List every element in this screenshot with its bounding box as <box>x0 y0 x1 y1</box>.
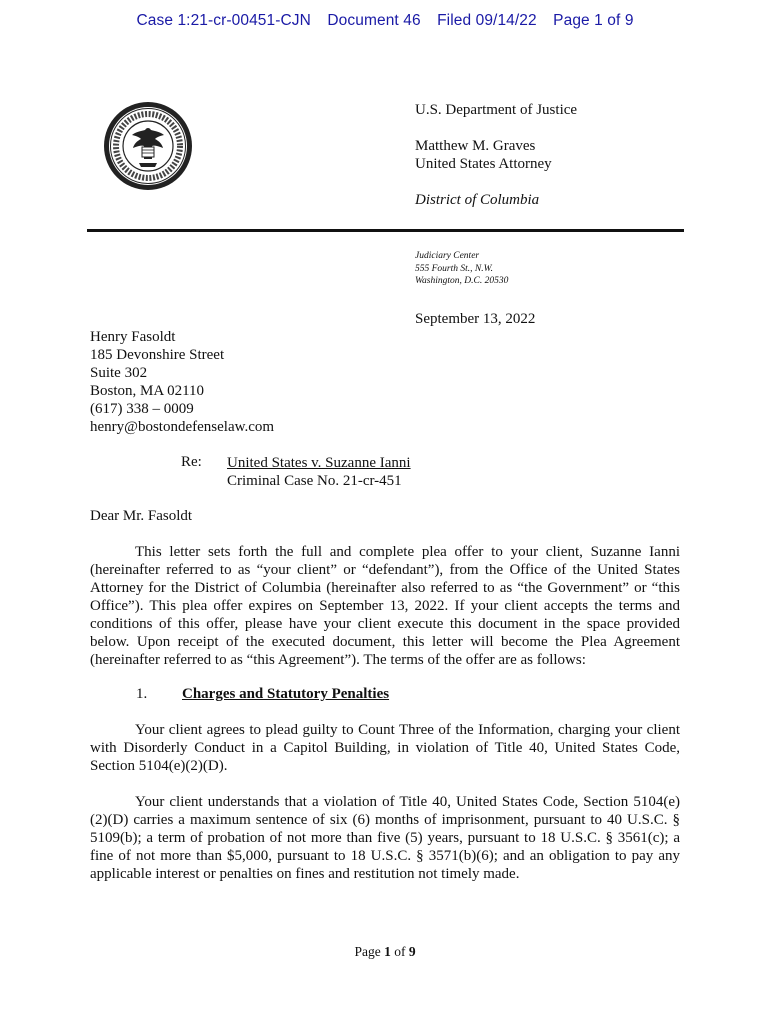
doj-seal-icon <box>103 101 193 191</box>
address-line: Judiciary Center <box>415 251 480 261</box>
salutation: Dear Mr. Fasoldt <box>90 508 193 524</box>
document-number: Document 46 <box>327 12 421 29</box>
footer-total-pages: 9 <box>408 944 416 959</box>
case-header <box>0 12 770 30</box>
recipient-phone: (617) 338 – 0009 <box>90 401 194 417</box>
address-line: 555 Fourth St., N.W. <box>415 263 494 274</box>
address-line: Washington, D.C. 20530 <box>415 276 509 286</box>
letterhead-divider <box>87 229 684 232</box>
letterhead <box>415 101 577 209</box>
case-number: Case 1:21-cr-00451-CJN <box>136 12 311 29</box>
re-label: Re: <box>181 454 202 470</box>
footer-middle: of <box>390 944 409 959</box>
department-name: U.S. Department of Justice <box>415 102 578 118</box>
footer-current-page: 1 <box>384 944 391 959</box>
recipient-suite: Suite 302 <box>90 365 148 381</box>
recipient-address <box>90 328 274 436</box>
header-page: Page 1 of 9 <box>553 12 634 29</box>
re-block <box>227 454 411 490</box>
criminal-case-number: Criminal Case No. 21-cr-451 <box>227 473 402 489</box>
case-title: United States v. Suzanne Ianni <box>227 455 411 471</box>
office-address <box>415 250 508 288</box>
attorney-title: United States Attorney <box>415 156 552 172</box>
footer-prefix: Page <box>354 944 385 959</box>
intro-paragraph: This letter sets forth the full and complete plea offer to your client, Suzanne Ianni (hereinafter referred to as “your client” or “defendant”), from the Office of the United States Attorney for the District of Columbia (hereinafter also referred to as “the Government” or “this Office”). This plea offer expires on September 13, 2022. If your client accepts the terms and conditions of this offer, please have your client execute this document in the space provided below. Upon receipt of the executed document, this letter will become the Plea Agreement (hereinafter referred to as “this Agreement”). The terms of the offer are as follows: <box>90 544 680 668</box>
recipient-city: Boston, MA 02110 <box>90 383 205 399</box>
attorney-name: Matthew M. Graves <box>415 138 536 154</box>
district-name: District of Columbia <box>415 192 540 208</box>
recipient-street: 185 Devonshire Street <box>90 347 225 363</box>
page-footer <box>0 944 770 960</box>
penalties-paragraph: Your client understands that a violation of Title 40, United States Code, Section 5104(e)(2)(D) carries a maximum sentence of six (6) months of imprisonment, pursuant to 40 U.S.C. § 5109(b); a term of probation of not more than five (5) years, pursuant to 18 U.S.C. § 3561(c); a fine of not more than $5,000, pursuant to 18 U.S.C. § 3571(b)(6); and an obligation to pay any applicable interest or penalties on fines and restitution not timely made. <box>90 794 680 882</box>
charge-paragraph: Your client agrees to plead guilty to Count Three of the Information, charging your client with Disorderly Conduct in a Capitol Building, in violation of Title 40, United States Code, Section 5104(e)(2)(D). <box>90 722 680 774</box>
section-title: Charges and Statutory Penalties <box>182 686 390 702</box>
section-number: 1. <box>136 686 148 702</box>
recipient-email: henry@bostondefenselaw.com <box>90 419 275 435</box>
filed-date: Filed 09/14/22 <box>437 12 537 29</box>
letter-date: September 13, 2022 <box>415 311 536 327</box>
recipient-name: Henry Fasoldt <box>90 329 176 345</box>
